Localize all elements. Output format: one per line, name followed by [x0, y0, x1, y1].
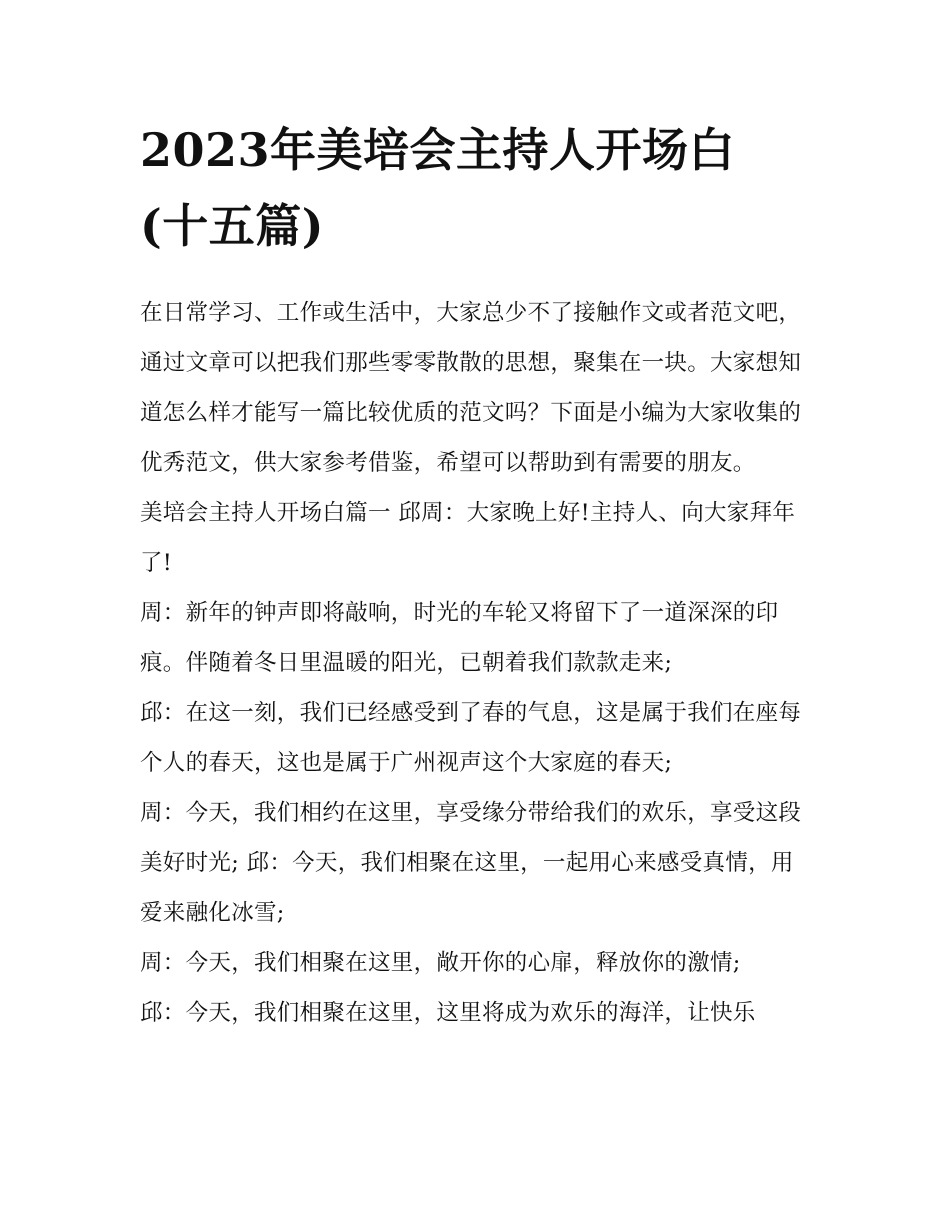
- paragraph-dialogue: 邱：在这一刻，我们已经感受到了春的气息，这是属于我们在座每个人的春天，这也是属于广州视声这个大家庭的春天;: [140, 700, 802, 776]
- paragraph-dialogue: 周：新年的钟声即将敲响，时光的车轮又将留下了一道深深的印痕。伴随着冬日里温暖的阳光，已朝着我们款款走来;: [140, 600, 779, 676]
- paragraph-dialogue: 周：今天，我们相约在这里，享受缘分带给我们的欢乐，享受这段美好时光; 邱：今天，我们相聚在这里，一起用心来感受真情，用爱来融化冰雪;: [140, 800, 802, 926]
- paragraph-dialogue: 周：今天，我们相聚在这里，敞开你的心扉，释放你的激情;: [140, 950, 741, 976]
- document-title: [140, 112, 815, 264]
- document-body: [140, 288, 815, 1038]
- title-line-1: 2023年美培会主持人开场白: [140, 123, 736, 177]
- paragraph-dialogue: 邱：今天，我们相聚在这里，这里将成为欢乐的海洋，让快乐: [140, 1000, 756, 1026]
- title-line-2: (十五篇): [140, 199, 325, 253]
- paragraph-intro: 在日常学习、工作或生活中，大家总少不了接触作文或者范文吧，通过文章可以把我们那些零零散散的思想，聚集在一块。大家想知道怎么样才能写一篇比较优质的范文吗？下面是小编为大家收集的优秀范文，供大家参考借鉴，希望可以帮助到有需要的朋友。: [140, 300, 802, 476]
- paragraph-opening: 美培会主持人开场白篇一 邱周：大家晚上好!主持人、向大家拜年了!: [140, 500, 796, 576]
- document-page: [140, 112, 815, 1038]
